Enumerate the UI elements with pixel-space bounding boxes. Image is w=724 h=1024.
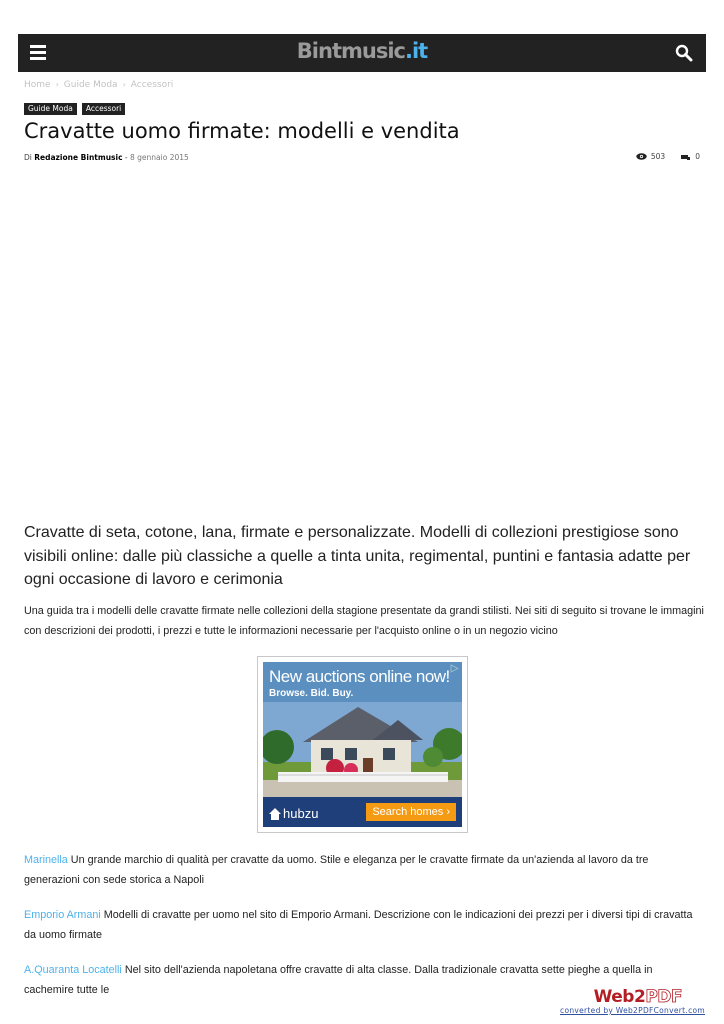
ad-footer [263,797,462,827]
house-image [263,702,462,802]
ad-brand-name: hubzu [283,806,319,821]
logo-tld: .it [404,39,428,63]
category-tags [24,103,125,115]
views-value: 503 [650,152,666,161]
site-logo[interactable] [18,39,706,63]
ad-content [263,662,462,827]
chevron-right-icon: › [122,80,126,89]
top-navigation-bar [18,34,706,72]
ad-choices-icon[interactable] [450,664,459,673]
chevron-right-icon: › [55,80,59,89]
home-icon [269,808,281,820]
article-title: Cravatte uomo firmate: modelli e vendita [24,119,460,143]
item-description: Un grande marchio di qualità per cravatte da uomo. Stile e eleganza per le cravatte firmate da un'azienda al lavoro da tre generazioni con sede storica a Napoli [24,854,649,886]
web2pdf-link[interactable]: converted by Web2PDFConvert.com [560,1006,705,1015]
views-count [636,152,665,161]
tag-guide-moda[interactable]: Guide Moda [24,103,77,115]
ad-headline: New auctions online now! [269,667,450,686]
publish-date: 8 gennaio 2015 [130,153,189,162]
item-description: Nel sito dell'azienda napoletana offre cravatte di alta classe. Dalla tradizionale cravatta sette pieghe a quella in cachemire tutte le [24,964,653,996]
breadcrumb-accessori[interactable]: Accessori [130,80,174,90]
ad-banner[interactable] [257,656,468,833]
ad-brand [269,806,318,821]
article-lead: Cravatte di seta, cotone, lana, firmate e personalizzate. Modelli di collezioni prestigiose sono visibili online: dalle più classiche a quelle a tinta unita, regimental, puntini e fantasia adatte per ogni occasione di lavoro e cerimonia [24,524,691,588]
comments-count[interactable] [681,152,700,161]
breadcrumb [24,80,173,90]
link-emporio-armani[interactable]: Emporio Armani [24,909,101,921]
tag-accessori[interactable]: Accessori [82,103,125,115]
ad-subheadline: Browse. Bid. Buy. [269,688,354,699]
breadcrumb-guide-moda[interactable]: Guide Moda [63,80,118,90]
breadcrumb-home[interactable]: Home [24,80,51,90]
list-item-emporio-armani [24,905,704,945]
web2pdf-logo-a: Web2 [593,987,646,1007]
search-homes-button[interactable]: Search homes › [366,803,456,821]
link-quaranta-locatelli[interactable]: A.Quaranta Locatelli [24,964,122,976]
author-link[interactable]: Redazione Bintmusic [34,153,123,162]
comments-value: 0 [695,152,700,161]
article-counts [636,152,700,161]
by-label: Di [24,153,32,162]
date-separator: - [124,153,128,162]
article-meta [24,153,189,162]
web2pdf-logo-b: PDF [645,987,682,1007]
article-intro: Una guida tra i modelli delle cravatte firmate nelle collezioni della stagione presentate da grandi stilisti. Nei siti di seguito si trovane le immagini con descrizioni dei prodotti, i prezzi e tutte le informazioni necessarie per l'acquisto online o in un negozio vicino [24,605,704,637]
item-description: Modelli di cravatte per uomo nel sito di Emporio Armani. Descrizione con le indicazioni dei prezzi per i diversi tipi di cravatta da uomo firmate [24,909,693,941]
list-item-marinella [24,850,704,890]
web2pdf-logo [594,988,682,1006]
search-icon[interactable] [675,44,693,62]
comment-icon [681,153,691,161]
eye-icon [636,153,647,160]
link-marinella[interactable]: Marinella [24,854,68,866]
logo-name: Bintmusic [296,39,405,63]
